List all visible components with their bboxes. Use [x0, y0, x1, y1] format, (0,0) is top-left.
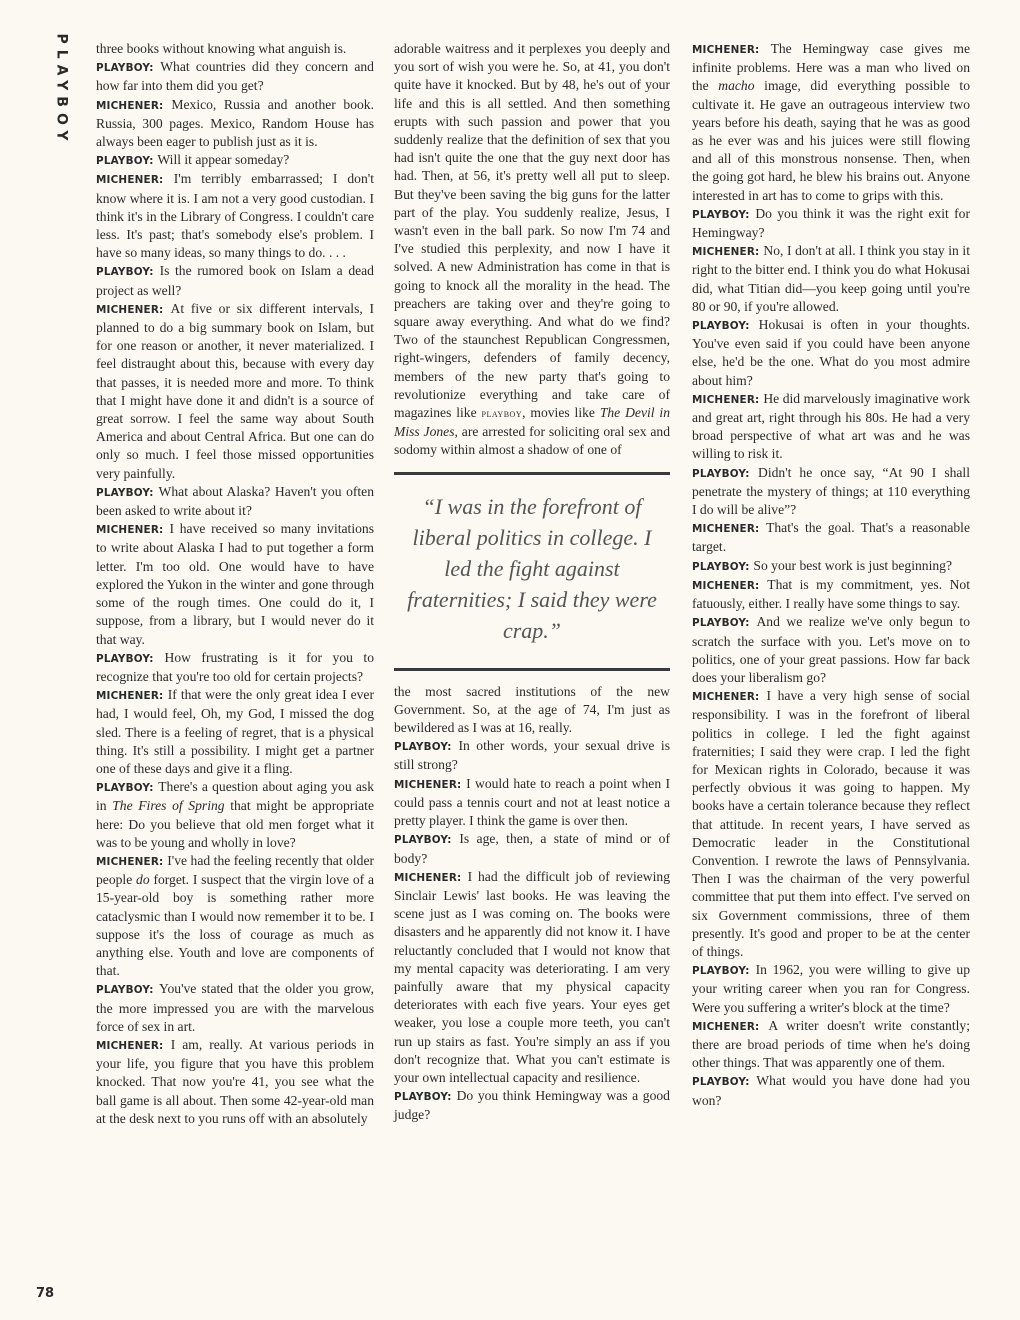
paragraph-text: that might be appropriate here: Do you believe that old men forget what it was to be young and wholly in love? — [96, 798, 374, 850]
interview-paragraph — [96, 686, 374, 778]
italic-title: macho — [718, 78, 755, 94]
interview-paragraph — [692, 557, 970, 576]
paragraph-text: I am, really. At various periods in your life, you figure that you have this problem knocked. That now you're 41, you see what the ball game is all about. Then some 42-year-old man at the desk next to you runs off with an absolutely — [96, 1036, 374, 1126]
interview-paragraph — [394, 1087, 670, 1124]
paragraph-text: He did marvelously imaginative work and great art, right through his 80s. He had a very broad perspective of what art was and he was willing to risk it. — [692, 390, 970, 462]
paragraph-text: I would hate to reach a point when I could pass a tennis court and not at least notice a pretty player. I think the game is over then. — [394, 775, 670, 829]
interview-paragraph — [692, 242, 970, 316]
column-2 — [394, 40, 670, 1125]
magazine-mention: playboy — [481, 408, 523, 421]
paragraph-text: In 1962, you were willing to give up your writing career when you ran for Congress. Were you suffering a writer's block at the time? — [692, 962, 970, 1015]
speaker-label: PLAYBOY: — [394, 741, 459, 754]
paragraph-text: Mexico, Russia and another book. Russia, 300 pages. Mexico, Random House has always been eager to publish just as it is. — [96, 96, 374, 150]
interview-paragraph — [96, 40, 374, 58]
interview-paragraph — [692, 613, 970, 687]
paragraph-text: If that were the only great idea I ever had, I would feel, Oh, my God, I missed the dog sled. There is a feeling of regret, that is a physical thing. It's still a possibility. I might get a partner one of these days and give it a fling. — [96, 687, 374, 776]
speaker-label: MICHENER: — [96, 1039, 171, 1052]
interview-paragraph — [394, 775, 670, 831]
paragraph-text: Is age, then, a state of mind or of body? — [394, 831, 670, 866]
interview-paragraph — [96, 170, 374, 262]
interview-paragraph — [692, 316, 970, 390]
interview-paragraph — [96, 852, 374, 980]
interview-paragraph — [96, 96, 374, 152]
paragraph-text: Do you think Hemingway was a good judge? — [394, 1088, 670, 1123]
paragraph-text: , movies like — [522, 405, 600, 421]
paragraph-text: In other words, your sexual drive is still strong? — [394, 738, 670, 773]
speaker-label: MICHENER: — [96, 855, 168, 868]
paragraph-text: How frustrating is it for you to recognize that you're too old for certain projects? — [96, 649, 374, 684]
speaker-label: MICHENER: — [692, 393, 764, 406]
paragraph-text: , are arrested for soliciting oral sex and sodomy within almost a shadow of one of — [394, 424, 670, 458]
speaker-label: PLAYBOY: — [394, 834, 460, 847]
interview-paragraph — [692, 576, 970, 613]
paragraph-text: That is my commitment, yes. Not fatuously, either. I really have some things to say. — [692, 576, 970, 612]
interview-paragraph — [692, 390, 970, 464]
paragraph-text: Will it appear someday? — [157, 152, 290, 168]
paragraph-text: Do you think it was the right exit for Hemingway? — [692, 205, 970, 241]
speaker-label: PLAYBOY: — [692, 320, 759, 333]
paragraph-text: I have a very high sense of social responsibility. I was in the forefront of liberal politics in college. I led the fight against fraternities; I said they were crap. I led the fight for Mexican rights in Colorado, because it was perfectly obvious it was going to happen. My books have a certain tolerance because they reflect that attitude. In recent years, I have served as Democratic leader in the Constitutional Convention. I rewrote the laws of Pennsylvania. Then I was the chairman of the very powerful committee that put them into effect. I've served on six Government commissions, three of them presently. It's good and proper to be at the center of things. — [692, 688, 970, 959]
speaker-label: MICHENER: — [96, 524, 170, 537]
interview-paragraph — [96, 262, 374, 299]
interview-paragraph — [692, 687, 970, 961]
italic-title: The Fires of Spring — [112, 798, 225, 814]
magazine-logo — [42, 33, 82, 147]
interview-paragraph — [96, 300, 374, 483]
interview-paragraph — [96, 483, 374, 520]
interview-paragraph — [692, 961, 970, 1017]
interview-paragraph — [394, 830, 670, 867]
speaker-label: PLAYBOY: — [96, 266, 160, 279]
column-3 — [692, 40, 970, 1110]
speaker-label: PLAYBOY: — [394, 1091, 457, 1104]
speaker-label: PLAYBOY: — [96, 984, 160, 997]
interview-paragraph — [96, 58, 374, 95]
speaker-label: PLAYBOY: — [692, 208, 756, 221]
column-2-top — [394, 40, 670, 460]
paragraph-text: forget. I suspect that the virgin love of a 15-year-old boy is something rather more cataclysmic than I would now remember it to be. I suppose it's the loss of courage as much as anything else. Youth and love are components of that. — [96, 872, 374, 979]
paragraph-text: And we realize we've only begun to scratch the surface with you. Let's move on to politics, one of your great passions. How far back does your liberalism go? — [692, 614, 970, 685]
interview-paragraph — [394, 868, 670, 1087]
speaker-label: MICHENER: — [692, 579, 768, 592]
italic-title: The Devil in Miss Jones — [394, 405, 671, 440]
paragraph-text: A writer doesn't write constantly; there are broad periods of time when he's doing other things. That was apparently one of them. — [692, 1017, 970, 1071]
paragraph-text: At five or six different intervals, I planned to do a big summary book on Islam, but for one reason or another, it never materialized. I feel distraught about this, because with every day that passes, it is needed more and more. To think that I might have done it and didn't is a source of great sorrow. I feel the same way about South America and about Central Africa. But one can do only so much. I feel those missed opportunities very painfully. — [96, 300, 374, 481]
speaker-label: MICHENER: — [394, 778, 467, 791]
paragraph-text: I have received so many invitations to write about Alaska I had to put together a form letter. I'm too old. One would have to have explored the Yukon in the winter and gone through some of the rough times. One could do it, I suppose, from a library, but I would never do it that way. — [96, 521, 374, 647]
paragraph-text: image, did everything possible to cultivate it. He gave an outrageous interview two years before his death, saying that he was as good as he ever was and his juices were still flowing and all of this monstrous nonsense. Then, when the going got hard, he blew his brains out. Anyone interested in art has to come to grips with this. — [692, 78, 970, 203]
paragraph-text: There's a question about aging you ask in — [96, 779, 374, 814]
speaker-label: MICHENER: — [692, 691, 767, 704]
paragraph-text: Didn't he once say, “At 90 I shall penetrate the mystery of things; at 110 everything I do will be alive”? — [692, 464, 970, 518]
interview-paragraph — [692, 519, 970, 556]
paragraph-text: Hokusai is often in your thoughts. You've even said if you could have been anyone else, he'd be the one. What do you most admire about him? — [692, 317, 970, 388]
speaker-label: MICHENER: — [96, 99, 172, 112]
speaker-label: MICHENER: — [394, 871, 468, 884]
interview-paragraph — [96, 649, 374, 686]
interview-paragraph — [692, 40, 970, 205]
paragraph-text: the most sacred institutions of the new Government. So, at the age of 74, I'm just as bewildered as I was at 16, really. — [394, 683, 670, 736]
magazine-name: PLAYBOY — [54, 33, 70, 147]
speaker-label: MICHENER: — [692, 44, 771, 56]
interview-paragraph — [394, 683, 670, 738]
speaker-label: PLAYBOY: — [96, 652, 165, 665]
interview-paragraph — [394, 737, 670, 774]
column-2-bottom — [394, 683, 670, 1125]
column-1 — [96, 40, 374, 1128]
paragraph-text: adorable waitress and it perplexes you deeply and you sort of wish you were he. So, at 41, you don't quite have it knocked. But by 48, he's out of your life and this is all settled. And then something erupts with such passion and power that you suddenly realize that the definition of sex that you had isn't quite the one that the guy next door has had. Then, at 56, it's pretty well all put to sleep. But they've been saving the big guns for the latter part of the play. You suddenly realize, Jesus, I wasn't even in the ball park. So now I'm 74 and I've studied this perplexity, and now I have it solved. A new Administration has come in that is going to knock all the morality in the head. The preachers are taking over and they're going to square away everything. And what do we find? Two of the staunchest Republican Congressmen, right-wingers, defenders of family decency, members of the new party that's going to revolutionize everything and take care of magazines like — [394, 41, 670, 421]
speaker-label: PLAYBOY: — [692, 1076, 757, 1089]
paragraph-text: What about Alaska? Haven't you often been asked to write about it? — [96, 483, 375, 519]
interview-paragraph — [692, 205, 970, 242]
paragraph-text: You've stated that the older you grow, the more impressed you are with the marvelous force of sex in art. — [96, 981, 374, 1034]
paragraph-text: Is the rumored book on Islam a dead project as well? — [96, 263, 374, 298]
paragraph-text: That's the goal. That's a reasonable target. — [692, 520, 970, 555]
paragraph-text: What countries did they concern and how far into them did you get? — [96, 59, 374, 94]
speaker-label: PLAYBOY: — [96, 782, 159, 795]
interview-paragraph — [96, 778, 374, 852]
speaker-label: PLAYBOY: — [96, 62, 161, 75]
speaker-label: MICHENER: — [96, 174, 174, 187]
paragraph-text: I've had the feeling recently that older people — [96, 852, 374, 888]
interview-paragraph — [96, 520, 374, 648]
italic-title: do — [136, 872, 150, 888]
pull-quote: “I was in the forefront of liberal politics in college. I led the fight against fraternities; I said they were crap.” — [394, 472, 670, 671]
paragraph-text: The Hemingway case gives me infinite problems. Here was a man who lived on the — [692, 41, 970, 94]
interview-paragraph — [96, 151, 374, 170]
paragraph-text: I'm terribly embarrassed; I don't know where it is. I am not a very good custodian. I think it's in the Library of Congress. I couldn't care less. It's past; that's somebody else's problem. I have so many ideas, so many things to do. . . . — [96, 171, 374, 261]
page-number: 78 — [36, 1286, 55, 1301]
speaker-label: PLAYBOY: — [96, 486, 159, 499]
speaker-label: MICHENER: — [692, 523, 767, 536]
interview-paragraph — [394, 40, 670, 460]
interview-paragraph — [96, 980, 374, 1036]
speaker-label: MICHENER: — [96, 690, 168, 703]
speaker-label: MICHENER: — [96, 303, 171, 316]
interview-paragraph — [692, 464, 970, 520]
speaker-label: MICHENER: — [692, 246, 764, 259]
speaker-label: PLAYBOY: — [692, 467, 758, 480]
paragraph-text: I had the difficult job of reviewing Sinclair Lewis' last books. He was leaving the scene just as I was coming on. The books were disasters and he apparently did not know it. I have reluctantly concluded that I would not know that my mental capacity was deteriorating. I am very painfully aware that my physical capacity deteriorates with each five years. Your eyes get weaker, you lose a couple more teeth, you can't run up stairs as fast. You're simply an ass if you don't recognize that. What you can't estimate is your own intellectual capacity and resilience. — [394, 868, 670, 1085]
speaker-label: PLAYBOY: — [692, 617, 757, 630]
interview-paragraph — [96, 1036, 374, 1128]
speaker-label: PLAYBOY: — [692, 965, 756, 978]
speaker-label: PLAYBOY: — [96, 155, 158, 168]
interview-paragraph — [692, 1017, 970, 1073]
interview-paragraph — [692, 1072, 970, 1109]
paragraph-text: So your best work is just beginning? — [753, 557, 953, 573]
paragraph-text: No, I don't at all. I think you stay in it right to the bitter end. I think you do what Hokusai did, what Titian did—you keep going until you're 80 or 90, if you're allowed. — [692, 243, 970, 314]
speaker-label: MICHENER: — [692, 1020, 769, 1033]
paragraph-text: three books without knowing what anguish is. — [96, 41, 347, 56]
speaker-label: PLAYBOY: — [692, 560, 754, 573]
paragraph-text: What would you have done had you won? — [692, 1073, 971, 1108]
